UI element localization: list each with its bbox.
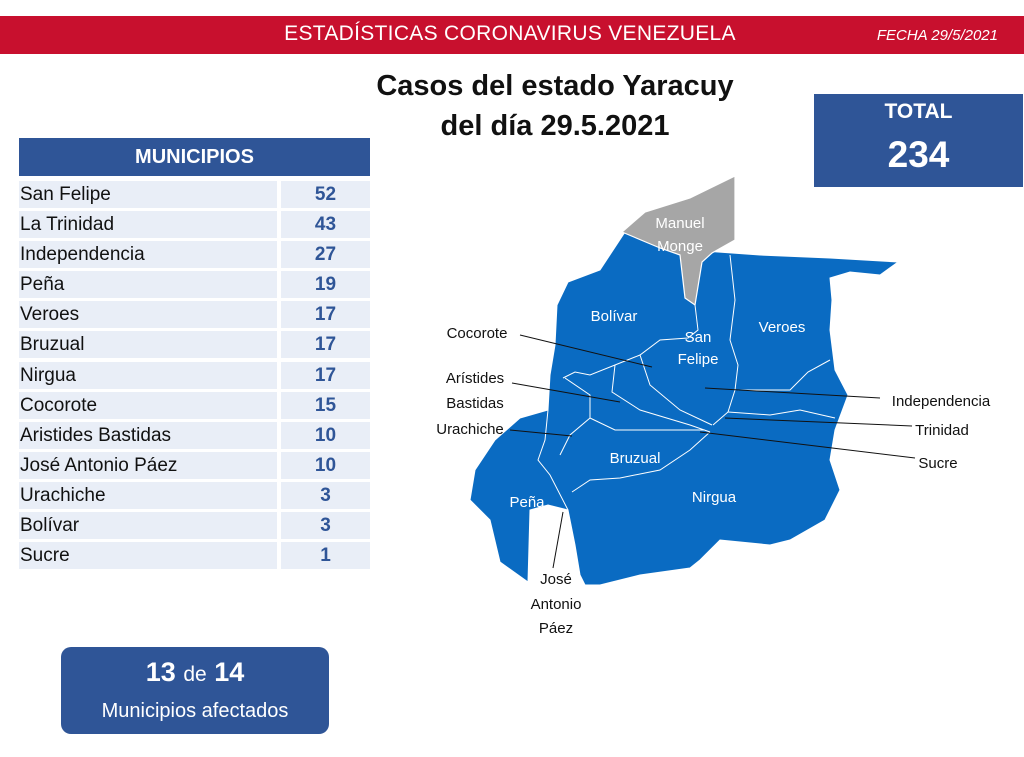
table-row	[19, 452, 370, 479]
header-banner	[0, 16, 1024, 54]
municipio-name: Cocorote	[19, 392, 277, 419]
municipio-count: 19	[281, 271, 370, 298]
label-pena: Peña	[509, 494, 545, 511]
municipio-count: 15	[281, 392, 370, 419]
label-nirgua: Nirgua	[691, 489, 737, 506]
affected-word: de	[183, 663, 207, 686]
yaracuy-map	[420, 170, 1020, 650]
table-row	[19, 512, 370, 539]
municipio-name: Independencia	[19, 241, 277, 268]
label-bruzual: Bruzual	[609, 450, 661, 467]
municipio-name: Urachiche	[19, 482, 277, 509]
municipio-name: Bolívar	[19, 512, 277, 539]
municipios-header: MUNICIPIOS	[19, 138, 370, 176]
municipio-count: 17	[281, 362, 370, 389]
municipio-name: Veroes	[19, 301, 277, 328]
label-manuel-monge-1: Manuel	[655, 215, 705, 232]
page-title-line2: del día 29.5.2021	[440, 110, 670, 142]
table-row	[19, 271, 370, 298]
label-manuel-monge-2: Monge	[657, 238, 703, 255]
table-row	[19, 362, 370, 389]
table-row	[19, 181, 370, 208]
municipio-name: La Trinidad	[19, 211, 277, 238]
municipio-count: 17	[281, 331, 370, 358]
affected-label: Municipios afectados	[101, 700, 289, 722]
municipio-name: San Felipe	[19, 181, 277, 208]
municipio-name: Bruzual	[19, 331, 277, 358]
municipio-name: Aristides Bastidas	[19, 422, 277, 449]
label-san-felipe-2: Felipe	[677, 351, 719, 368]
table-row	[19, 392, 370, 419]
leader-jose	[553, 512, 563, 568]
table-row	[19, 422, 370, 449]
municipio-count: 52	[281, 181, 370, 208]
municipio-name: José Antonio Páez	[19, 452, 277, 479]
table-row	[19, 241, 370, 268]
total-label: TOTAL	[884, 100, 953, 123]
municipio-count: 43	[281, 211, 370, 238]
affected-count-line	[61, 657, 329, 688]
municipio-count: 27	[281, 241, 370, 268]
municipio-name: Peña	[19, 271, 277, 298]
label-san-felipe-1: San	[684, 329, 712, 346]
municipio-name: Sucre	[19, 542, 277, 569]
page-title	[340, 66, 770, 146]
total-value: 234	[887, 134, 950, 175]
label-sucre: Sucre	[918, 455, 958, 472]
municipio-count: 3	[281, 512, 370, 539]
affected-summary	[61, 647, 329, 734]
label-bolivar: Bolívar	[590, 308, 638, 325]
municipio-count: 1	[281, 542, 370, 569]
label-trinidad: Trinidad	[915, 422, 969, 439]
label-aristides-1: Arístides	[445, 370, 505, 387]
municipio-count: 3	[281, 482, 370, 509]
affected-total: 14	[214, 657, 245, 687]
label-jose-3: Páez	[538, 620, 574, 637]
table-row	[19, 211, 370, 238]
banner-title: ESTADÍSTICAS CORONAVIRUS VENEZUELA	[284, 22, 736, 45]
municipio-count: 10	[281, 452, 370, 479]
municipios-table	[19, 181, 370, 572]
municipio-count: 10	[281, 422, 370, 449]
label-independencia: Independencia	[891, 393, 991, 410]
label-jose-1: José	[540, 571, 572, 588]
label-veroes: Veroes	[758, 319, 806, 336]
page-title-line1: Casos del estado Yaracuy	[376, 70, 734, 102]
municipio-name: Nirgua	[19, 362, 277, 389]
label-jose-2: Antonio	[530, 596, 582, 613]
label-aristides-2: Bastidas	[446, 395, 504, 412]
table-row	[19, 482, 370, 509]
table-row	[19, 542, 370, 569]
label-cocorote: Cocorote	[446, 325, 508, 342]
banner-date: FECHA 29/5/2021	[876, 27, 998, 44]
affected-count: 13	[145, 657, 176, 687]
label-urachiche: Urachiche	[436, 421, 504, 438]
table-row	[19, 301, 370, 328]
municipio-count: 17	[281, 301, 370, 328]
table-row	[19, 331, 370, 358]
